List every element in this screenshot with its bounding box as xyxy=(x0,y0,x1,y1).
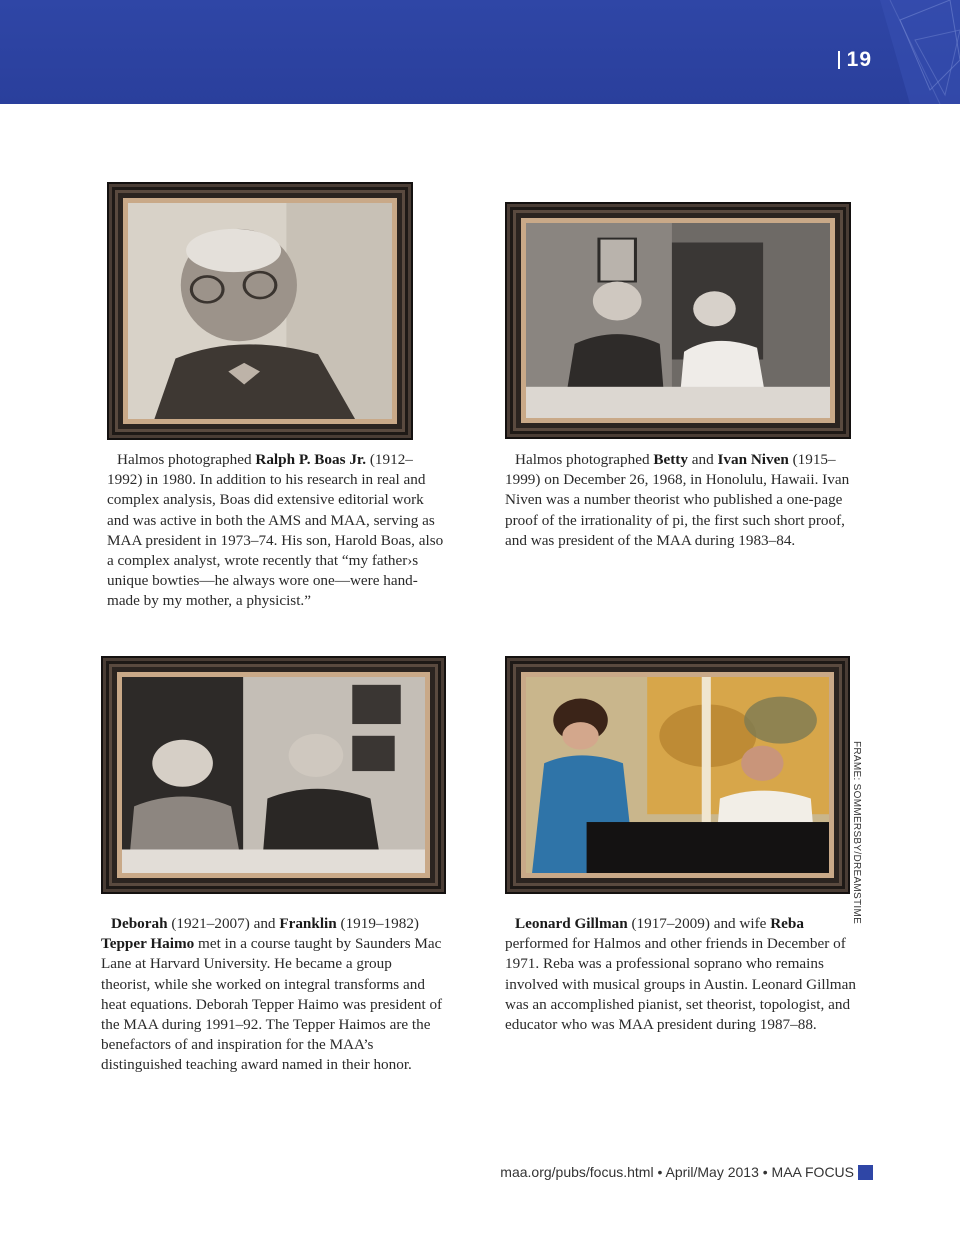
caption-niven xyxy=(505,450,855,551)
photo-leonard-reba-gillman xyxy=(526,677,829,873)
caption-name: Reba xyxy=(770,915,804,932)
caption-name: Ivan Niven xyxy=(717,451,789,468)
caption-text: (1917–2009) and wife xyxy=(627,915,771,932)
caption-text: performed for Halmos and other friends in December of 1971. Reba was a professional soprano who remains involved with musical groups in Austin. Leonard Gillman was an accomplished pianist, set theorist, topologist, and educator who was MAA president during 1987–88. xyxy=(505,935,856,1034)
photo-ralph-boas xyxy=(128,203,392,419)
caption-name: Leonard Gillman xyxy=(515,915,628,932)
caption-text: (1912–1992) in 1980. In addition to his research in real and complex analysis, Boas did extensive editorial work and was active in both the AMS and MAA, serving as MAA president in 1973–74. His son, Harold Boas, also a complex analyst, wrote recently that “my father›s unique bowties—he always wore one—were hand-made by my mother, a physicist.” xyxy=(107,451,444,610)
caption-name: Tepper Haimo xyxy=(101,935,195,953)
caption-text: met in a course taught by Saunders Mac Lane at Harvard University. He became a group theorist, while she worked on integral transforms and heat equations. Deborah Tepper Haimo was president of the MAA during 1991–92. The Tepper Haimos are the benefactors of and inspiration for the MAA’s distinguished teaching award named in their honor. xyxy=(101,935,443,1074)
caption-haimo xyxy=(101,914,443,1076)
caption-gillman xyxy=(505,914,857,1035)
photo-betty-ivan-niven xyxy=(526,223,830,418)
caption-text: Halmos photographed xyxy=(515,451,654,468)
caption-text: (1919–1982) xyxy=(336,915,419,932)
caption-text: and xyxy=(687,451,718,468)
caption-name: Deborah xyxy=(111,915,168,932)
page-number-divider xyxy=(838,51,840,69)
caption-name: Betty xyxy=(653,451,688,468)
caption-boas xyxy=(107,450,447,612)
photo-frame-gillman xyxy=(505,656,850,894)
footer-text: maa.org/pubs/focus.html • April/May 2013 • MAA FOCUS xyxy=(500,1164,854,1180)
caption-text: (1921–2007) and xyxy=(167,915,280,932)
photo-credit: FRAME: SOMMERSBY/DREAMSTIME xyxy=(851,741,862,925)
photo-frame-niven xyxy=(505,202,851,439)
page-number: 19 xyxy=(846,48,872,71)
caption-name: Franklin xyxy=(279,915,337,932)
photo-frame-boas xyxy=(107,182,413,440)
photo-frame-haimo xyxy=(101,656,446,894)
caption-text: (1915–1999) on December 26, 1968, in Honolulu, Hawaii. Ivan Niven was a number theorist who published a one-page proof of the irrationality of pi, the first such short proof, and was president of the MAA during 1983–84. xyxy=(505,451,850,549)
caption-text: Halmos photographed xyxy=(117,451,256,468)
footer-square-icon xyxy=(858,1165,873,1180)
caption-name: Ralph P. Boas Jr. xyxy=(255,451,367,468)
photo-deborah-franklin-haimo xyxy=(122,677,425,873)
header-band xyxy=(0,0,960,104)
